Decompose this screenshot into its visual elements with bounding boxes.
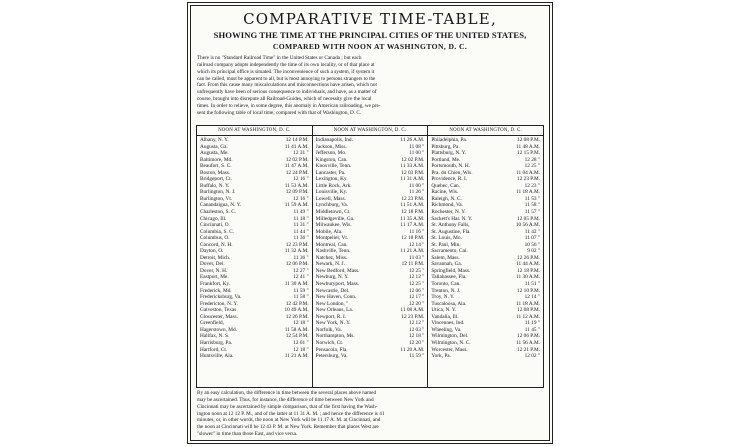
local-time: 11 42 "	[524, 228, 541, 235]
city-name: Plattsburg, N. Y.	[431, 150, 467, 157]
local-time: 12 41 "	[293, 274, 309, 281]
local-time: 11 21 A.M.	[284, 353, 309, 360]
local-time: 11 58 A.M.	[284, 326, 309, 333]
city-name: Kingston, Can.	[315, 156, 348, 163]
local-time: 12 26 P.M.	[285, 313, 309, 320]
local-time: 12 20 "	[408, 339, 425, 346]
local-time: 11 49 "	[293, 209, 309, 216]
city-name: York, Pa.	[431, 353, 451, 360]
city-name: Trenton, N. J.	[431, 287, 461, 294]
local-time: 11 18 A.M.	[516, 300, 541, 307]
city-name: Newburyport, Mass.	[315, 281, 360, 288]
local-time: 12 12 "	[408, 320, 425, 327]
local-time: 11 08 A.M.	[400, 307, 425, 314]
city-name: Knoxville, Tenn.	[315, 163, 352, 170]
page-subtitle-secondary: COMPARED WITH NOON AT WASHINGTON, D. C.	[272, 42, 468, 51]
city-name: Hagerstown, Md.	[200, 326, 237, 333]
local-time: 11 04 A.M.	[516, 169, 541, 176]
city-name: Lancaster, Pa.	[315, 169, 346, 176]
city-name: Cincinnati, O.	[200, 222, 230, 229]
local-time: 11 41 A.M.	[284, 143, 309, 150]
city-name: Dayton, O.	[200, 248, 224, 255]
city-name: Nashville, Tenn.	[315, 248, 351, 255]
intro-line: railroad company adopts independently the time of its own locality, or of that place at	[197, 61, 375, 68]
local-time: 12 54 P.M.	[285, 333, 309, 340]
city-name: Raleigh, N. C.	[431, 195, 462, 202]
local-time: 12 09 P.M.	[285, 189, 309, 196]
city-name: Frankfort, Ky.	[200, 281, 231, 288]
local-time: 12 23 P.M.	[401, 313, 425, 320]
city-name: Dover, N. H.	[200, 267, 228, 274]
city-name: Burlington, Vt.	[200, 195, 233, 202]
city-name: Fredericksburg, Va.	[200, 294, 242, 301]
intro-line: unfrequently have been of serious consequence to individuals, and have, as a matter of	[197, 89, 377, 96]
intro-line: course, brought into disrepute all Railroad-Guides, which of necessity give the local	[197, 96, 372, 103]
local-time: 12 25 "	[524, 163, 541, 170]
city-name: Lexington, Ky.	[315, 176, 348, 183]
city-name: Portland, Me.	[431, 156, 461, 163]
city-name: Baltimore, Md.	[200, 156, 233, 163]
closing-line: By an easy calculation, the difference in time between the several places above named	[197, 390, 377, 396]
local-time: 12 23 P.M.	[285, 241, 309, 248]
city-name: Springfield, Mass.	[431, 267, 471, 274]
city-name: Philadelphia, Pa.	[431, 137, 468, 143]
city-name: Providence, R. I.	[431, 176, 468, 183]
city-name: Halifax, N. S.	[200, 333, 230, 340]
city-name: Albany, N. Y.	[200, 137, 229, 143]
city-name: Dover, Del.	[200, 261, 225, 268]
closing-line: ington noon at 12 12 P. M., and of the latter at 11 31 A. M. ; and hence the difference is 41	[197, 410, 385, 417]
local-time: 12 02 "	[524, 353, 541, 360]
city-name: Gloucester, Mass.	[200, 313, 238, 320]
table-column	[197, 126, 312, 387]
local-time: 12 06 "	[408, 287, 425, 294]
city-name: Montreal, Can.	[315, 241, 348, 248]
city-name: St. Louis, Mo.	[431, 235, 462, 242]
city-name: Frederick, Md.	[200, 287, 232, 294]
local-time: 12 18 "	[408, 333, 425, 340]
city-name: Detroit, Mich.	[200, 254, 231, 261]
local-time: 11 53 A.M.	[284, 182, 309, 189]
timetable-page	[187, 2, 553, 444]
city-name: Wilmington, Del.	[431, 333, 469, 340]
local-time: 12 05 P.M.	[517, 215, 541, 222]
city-name: Northampton, Ms.	[315, 333, 355, 340]
city-name: Middletown, Ct.	[315, 209, 351, 216]
local-time: 11 58 "	[293, 294, 309, 301]
city-name: New London, "	[315, 300, 349, 307]
local-time: 12 06 P.M.	[517, 333, 541, 340]
city-name: Boston, Mass.	[200, 169, 231, 176]
local-time: 11 36 "	[293, 235, 309, 242]
local-time: 11 26 "	[409, 189, 425, 196]
city-name: Wilmington, N. C.	[431, 339, 471, 346]
intro-line: which its principal office is situated. The inconvenience of such a system, if system it	[197, 68, 375, 75]
local-time: 11 12 A.M.	[516, 313, 541, 320]
city-name: Fredericton, N. Y.	[200, 300, 238, 307]
city-name: Canandaigua, N. Y.	[200, 202, 242, 209]
local-time: 12 24 P.M.	[285, 169, 309, 176]
city-name: Newark, N. J.	[315, 261, 345, 268]
time-table	[196, 125, 544, 388]
local-time: 11 59 "	[293, 287, 309, 294]
city-name: Little Rock, Ark.	[315, 182, 352, 189]
intro-line: fact. From this cause many miscalculations and misconnections have arisen, which not	[197, 82, 377, 89]
city-name: Hartford, Ct.	[200, 346, 228, 353]
local-time: 12 18 P.M.	[401, 209, 425, 216]
local-time: 12 17 "	[408, 294, 425, 301]
city-name: Louisville, Ky.	[315, 189, 348, 196]
city-name: Galveston, Texas	[200, 307, 237, 314]
city-name: Wheeling, Va.	[431, 326, 462, 333]
closing-line: "slower" in time than those East, and vice versa.	[197, 431, 298, 438]
local-time: 12 26 P.M.	[517, 254, 541, 261]
city-name: Vincennes, Ind.	[431, 320, 465, 327]
local-time: 12 23 P.M.	[401, 195, 425, 202]
city-name: Salem, Mass.	[431, 254, 460, 261]
city-name: Sacramento, Cal.	[431, 248, 468, 255]
city-name: Columbia, S. C.	[200, 228, 234, 235]
city-name: Lynchburg, Va.	[315, 202, 348, 209]
local-time: 12 02 P.M.	[401, 156, 425, 163]
city-name: Eastport, Me.	[200, 274, 229, 281]
city-name: Toronto, Can.	[431, 281, 461, 288]
local-time: 12 25 "	[408, 281, 425, 288]
city-name: Racine, Wis.	[431, 189, 459, 196]
local-time: 11 07 "	[524, 235, 541, 242]
intro-line: There is no "Standard Railroad Time" in the United States or Canada ; but each	[197, 55, 362, 61]
local-time: 12 28 "	[524, 156, 541, 163]
city-name: Bridgeport, Ct.	[200, 176, 232, 183]
city-name: Natchez, Miss.	[315, 254, 348, 261]
city-name: Rochester, N. Y.	[431, 209, 466, 216]
city-name: Norwich, Ct.	[315, 339, 344, 346]
page-subtitle: SHOWING THE TIME AT THE PRINCIPAL CITIES OF THE UNITED STATES,	[213, 30, 527, 40]
local-time: 11 56 A.M.	[516, 339, 541, 346]
city-name: Newport, R. I.	[315, 313, 347, 320]
closing-line: may be ascertained. Thus, for instance, the difference of time between New York and	[197, 396, 374, 403]
city-name: Richmond, Va.	[431, 202, 463, 209]
closing-line: the noon at Cincinnati will be 12 43 P. M. at New York. Remember that places West are	[197, 424, 379, 431]
city-name: St. Augustine, Fla.	[431, 228, 471, 235]
local-time: 12 10 P.M.	[517, 287, 541, 294]
city-name: Columbus, O.	[200, 235, 230, 242]
city-name: Quebec, Can.	[431, 182, 461, 189]
local-time: 11 03 "	[409, 254, 425, 261]
local-time: 11 53 "	[524, 195, 541, 202]
city-name: Utica, N. Y.	[431, 307, 457, 314]
local-time: 11 19 "	[524, 320, 541, 327]
city-name: Vandalia, Ill.	[431, 313, 459, 320]
local-time: 12 18 P.M.	[517, 267, 541, 274]
local-time: 10 56 A.M.	[515, 222, 541, 229]
local-time: 11 26 A.M.	[400, 137, 425, 143]
table-column	[427, 126, 543, 387]
local-time: 11 59 A.M.	[284, 202, 309, 209]
city-name: St. Anthony Falls,	[431, 222, 470, 229]
intro-line: can be called, must be apparent to all, but is most annoying to persons strangers to the	[197, 75, 376, 82]
city-name: Pra. du Chien, Wis.	[431, 169, 473, 176]
local-time: 10 49 A.M.	[284, 307, 309, 314]
table-row	[200, 353, 309, 360]
intro-line: sent the following table of local time, compared with that of Washington, D. C.	[197, 109, 362, 116]
city-name: Lowell, Mass.	[315, 195, 346, 202]
local-time: 12 16 "	[293, 176, 309, 183]
local-time: 9 02 "	[527, 248, 541, 255]
local-time: 11 44 "	[293, 228, 309, 235]
local-time: 12 12 "	[408, 274, 425, 281]
closing-line: minutes, or, in other words, the noon at New York will be 11.17 A. M. at Cincinnati, and	[197, 417, 381, 424]
local-time: 11 30 A.M.	[284, 281, 309, 288]
local-time: 12 03 P.M.	[401, 169, 425, 176]
city-name: Norfolk, Va.	[315, 326, 342, 333]
local-time: 11 18 A.M.	[516, 189, 541, 196]
closing-paragraph	[197, 390, 543, 438]
local-time: 11 48 A.M.	[516, 143, 541, 150]
local-time: 12 18 "	[293, 346, 309, 353]
local-time: 12 01 "	[293, 339, 309, 346]
local-time: 12 06 P.M.	[285, 261, 309, 268]
city-name: Chicago, Ill.	[200, 215, 227, 222]
city-name: Tuscaloosa, Ala.	[431, 300, 467, 307]
local-time: 11 00 "	[409, 182, 425, 189]
local-time: 12 18 P.M.	[401, 235, 425, 242]
local-time: 12 23 P.M.	[517, 176, 541, 183]
local-time: 12 14 "	[408, 241, 425, 248]
city-name: Worcester, Mass.	[431, 346, 468, 353]
city-name: New Bedford, Mass.	[315, 267, 360, 274]
local-time: 12 08 P.M.	[517, 307, 541, 314]
local-time: 12 25 "	[408, 267, 425, 274]
local-time: 12 14 "	[524, 294, 541, 301]
city-name: Buffalo, N. Y.	[200, 182, 230, 189]
local-time: 12 27 "	[293, 267, 309, 274]
column-header: NOON AT WASHINGTON, D. C.	[428, 126, 543, 136]
city-name: Indianapolis, Ind.	[315, 137, 353, 143]
local-time: 12 20 "	[408, 300, 425, 307]
city-name: Beaufort, S. C.	[200, 163, 232, 170]
column-header: NOON AT WASHINGTON, D. C.	[197, 126, 312, 136]
local-time: 12 18 "	[293, 320, 309, 327]
city-name: Newburg, N. Y.	[315, 274, 349, 281]
local-time: 11 57 "	[524, 209, 541, 216]
local-time: 12 03 "	[408, 326, 425, 333]
city-name: New York, N. Y.	[315, 320, 351, 327]
local-time: 12 21 P.M.	[517, 346, 541, 353]
local-time: 11 51 A.M.	[400, 202, 425, 209]
city-name: Milwaukee, Wis.	[315, 222, 352, 229]
city-name: Tallahassee, Fla.	[431, 274, 467, 281]
local-time: 11 59 "	[409, 353, 425, 360]
local-time: 11 45 "	[524, 326, 541, 333]
city-name: Augusta, Ga.	[200, 143, 228, 150]
local-time: 11 31 A.M.	[400, 176, 425, 183]
local-time: 11 00 "	[409, 150, 425, 157]
local-time: 11 44 A.M.	[516, 261, 541, 268]
intro-line: times. In order to relieve, in some degree, this anomaly in American railroading, we pre-	[197, 102, 381, 109]
table-row	[431, 353, 540, 360]
city-name: Concord, N. H.	[200, 241, 233, 248]
local-time: 12 14 P.M.	[285, 137, 309, 143]
local-time: 11 32 A.M.	[284, 248, 309, 255]
local-time: 11 36 "	[293, 254, 309, 261]
city-name: Mobile, Ala.	[315, 228, 343, 235]
city-name: Newcastle, Del.	[315, 287, 350, 294]
intro-paragraph	[197, 55, 543, 117]
column-header: NOON AT WASHINGTON, D. C.	[313, 126, 428, 136]
city-name: Troy, N. Y.	[431, 294, 455, 301]
local-time: 12 16 "	[293, 195, 309, 202]
local-time: 12 02 P.M.	[285, 156, 309, 163]
city-name: New Haven, Conn.	[315, 294, 357, 301]
local-time: 11 33 A.M.	[400, 163, 425, 170]
city-name: Pittsburg, Pa.	[431, 143, 460, 150]
city-name: Pensacola, Fla.	[315, 346, 348, 353]
city-name: Harrisburg, Pa.	[200, 339, 233, 346]
city-name: Milledgeville, Ga.	[315, 215, 355, 222]
local-time: 11 31 "	[293, 222, 309, 229]
local-time: 11 30 A.M.	[516, 274, 541, 281]
city-name: Petersburg, Va.	[315, 353, 348, 360]
local-time: 11 47 A.M.	[284, 163, 309, 170]
local-time: 12 08 P.M.	[517, 137, 541, 143]
local-time: 12 42 P.M.	[285, 300, 309, 307]
local-time: 11 16 "	[409, 228, 425, 235]
table-row	[316, 353, 425, 360]
city-name: Burlington, N. J.	[200, 189, 236, 196]
table-column	[312, 126, 428, 387]
city-name: Montpelier, Vt.	[315, 235, 349, 242]
local-time: 11 35 A.M.	[400, 215, 425, 222]
city-name: Jackson, Miss.	[315, 143, 347, 150]
local-time: 11 08 "	[409, 143, 425, 150]
city-name: Portsmouth, N. H.	[431, 163, 471, 170]
local-time: 11 17 A.M.	[400, 222, 425, 229]
city-name: Charleston, S. C.	[200, 209, 237, 216]
city-name: Sackett's Har. N. Y.	[431, 215, 473, 222]
local-time: 11 21 A.M.	[400, 248, 425, 255]
city-name: Augusta, Me.	[200, 150, 229, 157]
local-time: 11 58 "	[524, 202, 541, 209]
local-time: 11 51 "	[524, 281, 541, 288]
local-time: 12 23 "	[524, 182, 541, 189]
local-time: 11 18 "	[293, 215, 309, 222]
city-name: Savannah, Ga.	[431, 261, 463, 268]
city-name: Greenfield,	[200, 320, 224, 327]
page-title: COMPARATIVE TIME-TABLE,	[243, 10, 497, 28]
local-time: 12 15 P.M.	[517, 150, 541, 157]
city-name: Huntsville, Ala.	[200, 353, 234, 360]
city-name: St. Paul, Min.	[431, 241, 461, 248]
city-name: New Orleans, La.	[315, 307, 354, 314]
local-time: 10 56 "	[524, 241, 541, 248]
local-time: 12 11 P.M.	[401, 261, 425, 268]
closing-line: Cincinnati may be ascertained by simple comparison, that of the first having the Wash-	[197, 403, 378, 410]
local-time: 12 31 "	[293, 150, 309, 157]
local-time: 11 20 A.M.	[400, 346, 425, 353]
city-name: Jefferson, Mo.	[315, 150, 347, 157]
